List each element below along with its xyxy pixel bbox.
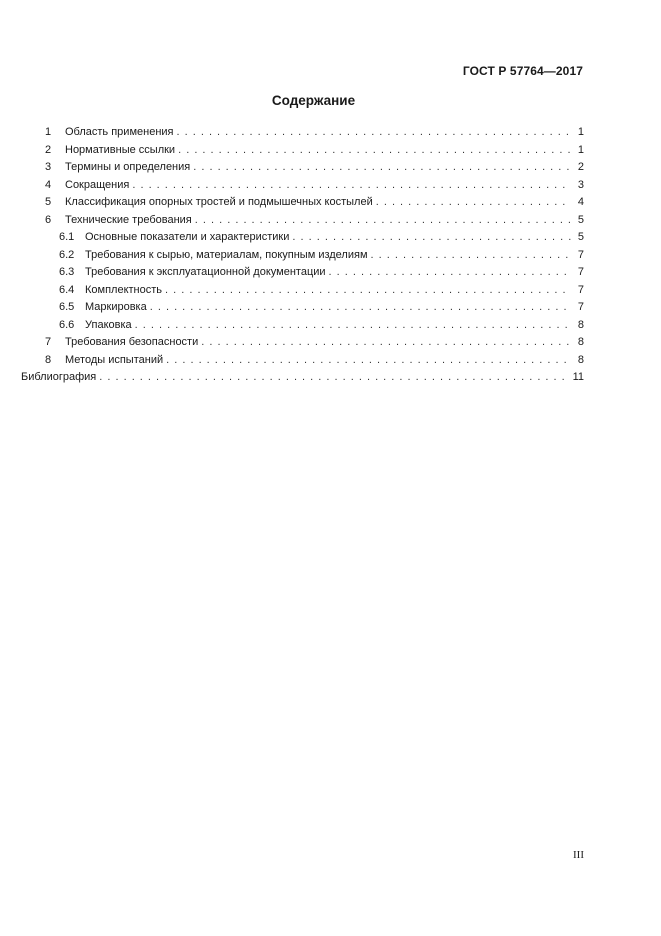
toc-item-label: Область применения (65, 126, 174, 138)
toc-leader-dots (135, 317, 571, 335)
toc-subitem[interactable] (33, 282, 584, 300)
toc-item-number: 6.3 (59, 266, 75, 278)
toc-item[interactable] (33, 159, 584, 177)
toc-item-label: Основные показатели и характеристики (85, 231, 290, 243)
toc-leader-dots (201, 334, 571, 352)
toc-item[interactable] (33, 194, 584, 212)
toc-item-page: 4 (577, 196, 584, 208)
toc-item-number: 6.6 (59, 318, 75, 331)
toc-leader-dots (165, 282, 571, 300)
toc-item-number: 6.2 (59, 248, 75, 261)
toc-item-label: Требования к эксплуатационной документации (85, 266, 326, 278)
toc-item[interactable] (33, 334, 584, 352)
toc-item-page: 7 (577, 266, 584, 278)
toc-item-number: 6.5 (59, 301, 75, 313)
toc-item-page: 5 (577, 213, 584, 226)
toc-item-label: Маркировка (85, 301, 147, 313)
toc-item[interactable] (33, 212, 584, 230)
toc-leader-dots (193, 159, 571, 177)
toc-item-number: 1 (45, 126, 52, 138)
toc-leader-dots (292, 229, 571, 247)
table-of-contents (21, 124, 584, 387)
toc-leader-dots (178, 142, 571, 160)
toc-item-number: 2 (45, 143, 52, 156)
toc-item-number: 6.1 (59, 231, 75, 243)
toc-leader-dots (371, 247, 571, 265)
toc-leader-dots (166, 352, 571, 370)
toc-item-number: 6.4 (59, 283, 75, 296)
toc-item[interactable] (33, 124, 584, 142)
toc-item-number: 3 (45, 161, 52, 173)
toc-item-page: 1 (577, 126, 584, 138)
toc-leader-dots (195, 212, 571, 230)
toc-item-page: 8 (577, 336, 584, 348)
toc-item[interactable] (33, 142, 584, 160)
toc-item-label: Требования к сырью, материалам, покупным изделиям (85, 248, 368, 261)
toc-subitem[interactable] (33, 299, 584, 317)
toc-item-number: 8 (45, 353, 52, 366)
toc-item-label: Сокращения (65, 178, 130, 191)
toc-title: Содержание (271, 93, 356, 108)
toc-item[interactable] (33, 177, 584, 195)
toc-item-bibliography[interactable] (21, 369, 584, 387)
toc-subitem[interactable] (33, 247, 584, 265)
toc-item-page: 11 (572, 371, 584, 383)
toc-leader-dots (376, 194, 571, 212)
toc-item-label: Классификация опорных тростей и подмышечных костылей (65, 196, 373, 208)
toc-item-page: 2 (577, 161, 584, 173)
toc-item-label: Нормативные ссылки (65, 143, 176, 156)
toc-leader-dots (329, 264, 571, 282)
toc-item-number: 6 (45, 213, 52, 226)
toc-item-page: 8 (577, 318, 584, 331)
toc-item-page: 3 (577, 178, 584, 191)
toc-item-label: Технические требования (65, 213, 192, 226)
toc-leader-dots (177, 124, 572, 142)
toc-item-label: Требования безопасности (65, 336, 199, 348)
toc-item-page: 5 (577, 231, 584, 243)
toc-item-number: 7 (45, 336, 52, 348)
toc-item-label: Методы испытаний (65, 353, 164, 366)
toc-item-number: 4 (45, 178, 52, 191)
toc-item-label: Комплектность (85, 283, 163, 296)
toc-item-page: 1 (577, 143, 584, 156)
toc-item[interactable] (33, 352, 584, 370)
toc-leader-dots (132, 177, 571, 195)
page-number: III (573, 849, 584, 861)
toc-item-page: 7 (577, 248, 584, 261)
toc-leader-dots (99, 369, 569, 387)
toc-subitem[interactable] (33, 317, 584, 335)
toc-item-page: 8 (577, 353, 584, 366)
toc-item-label: Упаковка (85, 318, 132, 331)
toc-leader-dots (150, 299, 571, 317)
toc-subitem[interactable] (33, 229, 584, 247)
toc-item-number: 5 (45, 196, 52, 208)
toc-item-page: 7 (577, 301, 584, 313)
toc-subitem[interactable] (33, 264, 584, 282)
toc-item-label: Библиография (21, 371, 97, 383)
toc-item-label: Термины и определения (65, 161, 191, 173)
document-code: ГОСТ Р 57764—2017 (462, 64, 583, 78)
toc-item-page: 7 (577, 283, 584, 296)
